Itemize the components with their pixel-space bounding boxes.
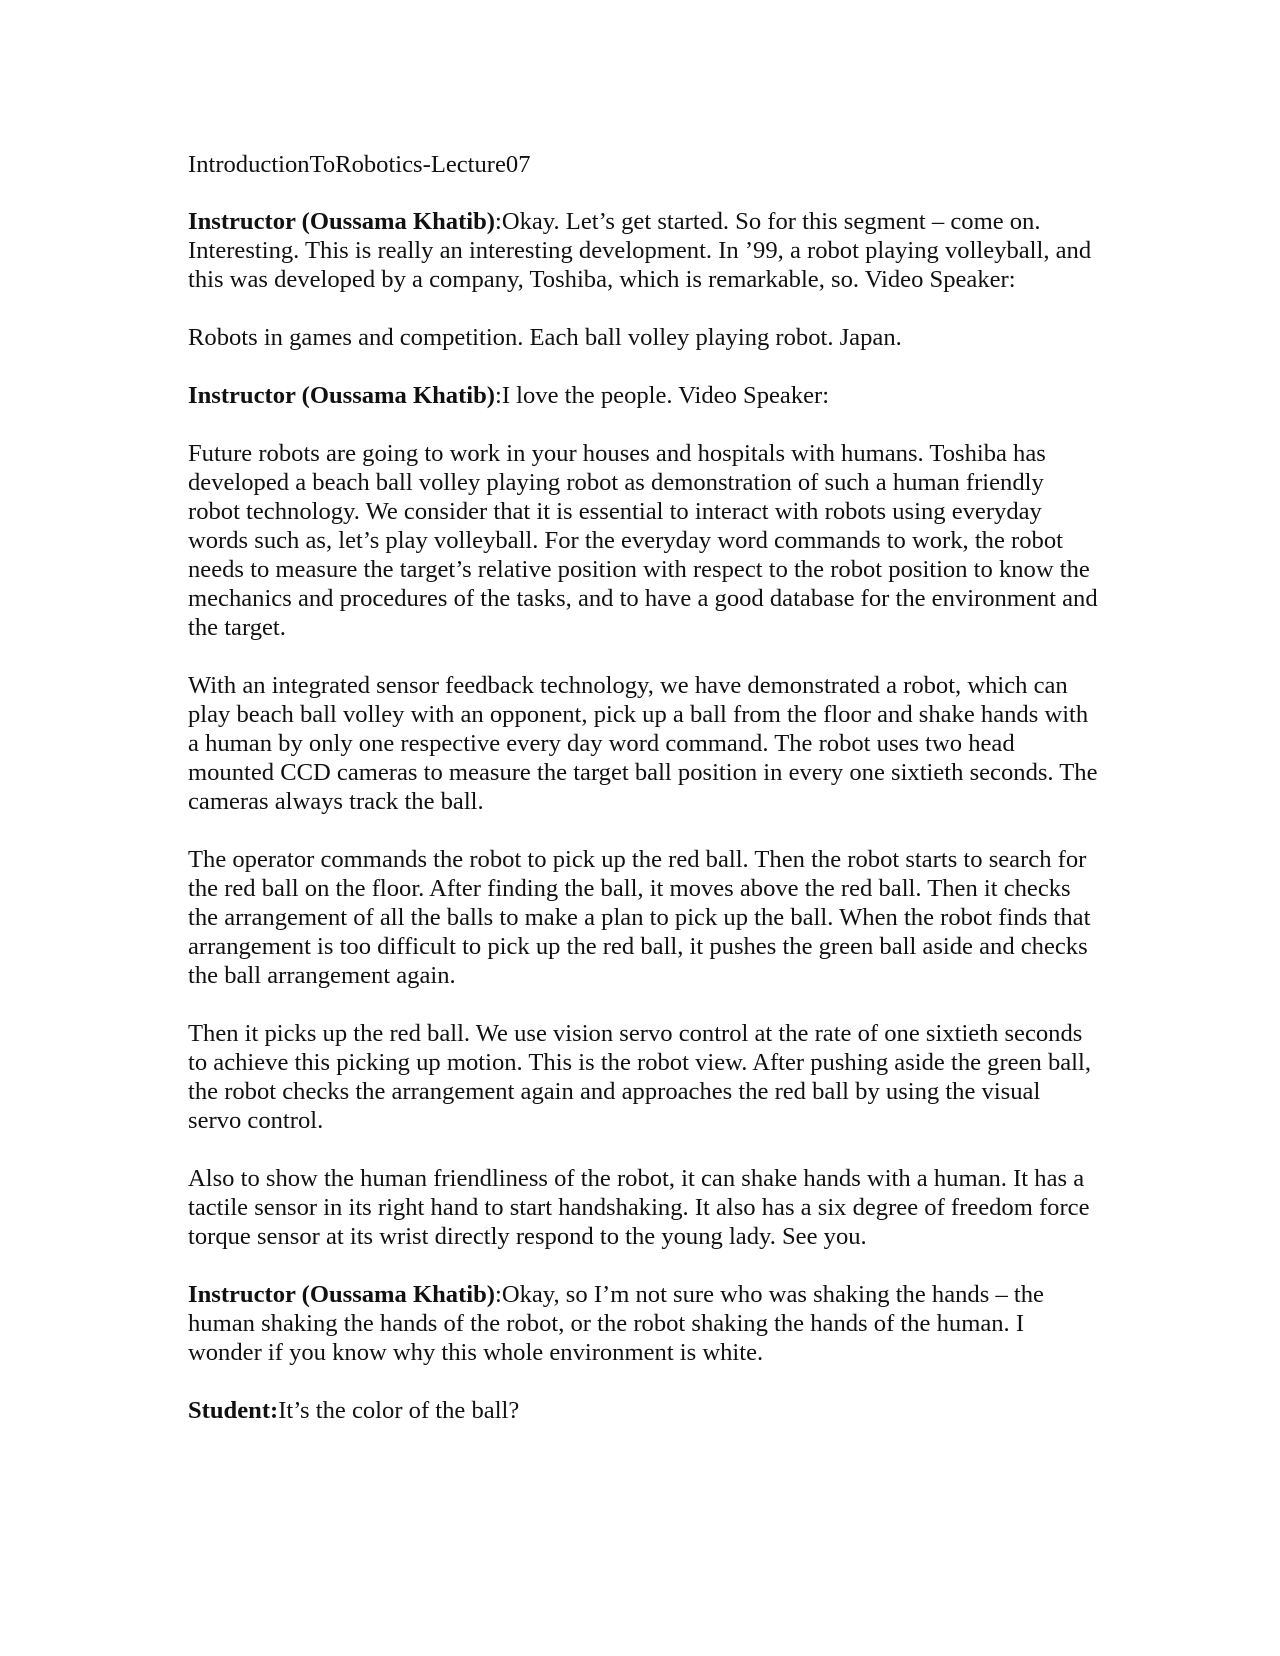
paragraph-text: With an integrated sensor feedback technology, we have demonstrated a robot, which can play beach ball volley with an opponent, pick up a ball from the floor and shake hands with a human by only one respective every day word command. The robot uses two head mounted CCD cameras to measure the target ball position in every one sixtieth seconds. The cameras always track the ball. [188,672,1098,815]
speaker-label: Instructor (Oussama Khatib) [188,382,495,409]
paragraph-text: It’s the color of the ball? [278,1397,520,1424]
transcript-paragraph [188,1280,1098,1367]
document-title: IntroductionToRobotics-Lecture07 [188,151,531,178]
transcript-paragraph [188,323,1098,352]
paragraph-text: Then it picks up the red ball. We use vision servo control at the rate of one sixtieth seconds to achieve this picking up motion. This is the robot view. After pushing aside the green ball, the robot checks the arrangement again and approaches the red ball by using the visual servo control. [188,1020,1091,1134]
transcript-paragraph [188,1396,1098,1425]
transcript-paragraph [188,1019,1098,1135]
transcript-paragraph [188,207,1098,294]
paragraph-text: :I love the people. Video Speaker: [495,382,830,409]
speaker-label: Instructor (Oussama Khatib) [188,208,495,235]
paragraph-text: The operator commands the robot to pick up the red ball. Then the robot starts to search for the red ball on the floor. After finding the ball, it moves above the red ball. Then it checks the arrangement of all the balls to make a plan to pick up the ball. When the robot finds that arrangement is too difficult to pick up the red ball, it pushes the green ball aside and checks the ball arrangement again. [188,846,1091,989]
document-page [188,150,1098,1454]
transcript-paragraph [188,439,1098,642]
transcript-paragraph [188,1164,1098,1251]
speaker-label: Student: [188,1397,279,1424]
transcript-paragraph [188,671,1098,816]
speaker-label: Instructor (Oussama Khatib) [188,1281,495,1308]
transcript-paragraph [188,381,1098,410]
transcript-paragraph [188,845,1098,990]
paragraph-text: :Okay, so I’m not sure who was shaking the hands – the human shaking the hands of the robot, or the robot shaking the hands of the human. I wonder if you know why this whole environment is white. [188,1281,1044,1366]
paragraph-text: Also to show the human friendliness of the robot, it can shake hands with a human. It has a tactile sensor in its right hand to start handshaking. It also has a six degree of freedom force torque sensor at its wrist directly respond to the young lady. See you. [188,1165,1090,1250]
paragraph-text: Future robots are going to work in your houses and hospitals with humans. Toshiba has developed a beach ball volley playing robot as demonstration of such a human friendly robot technology. We consider that it is essential to interact with robots using everyday words such as, let’s play volleyball. For the everyday word commands to work, the robot needs to measure the target’s relative position with respect to the robot position to know the mechanics and procedures of the tasks, and to have a good database for the environment and the target. [188,440,1098,641]
paragraph-text: Robots in games and competition. Each ball volley playing robot. Japan. [188,324,902,351]
paragraph-text: :Okay. Let’s get started. So for this segment – come on. Interesting. This is really an interesting development. In ’99, a robot playing volleyball, and this was developed by a company, Toshiba, which is remarkable, so. Video Speaker: [188,208,1092,293]
